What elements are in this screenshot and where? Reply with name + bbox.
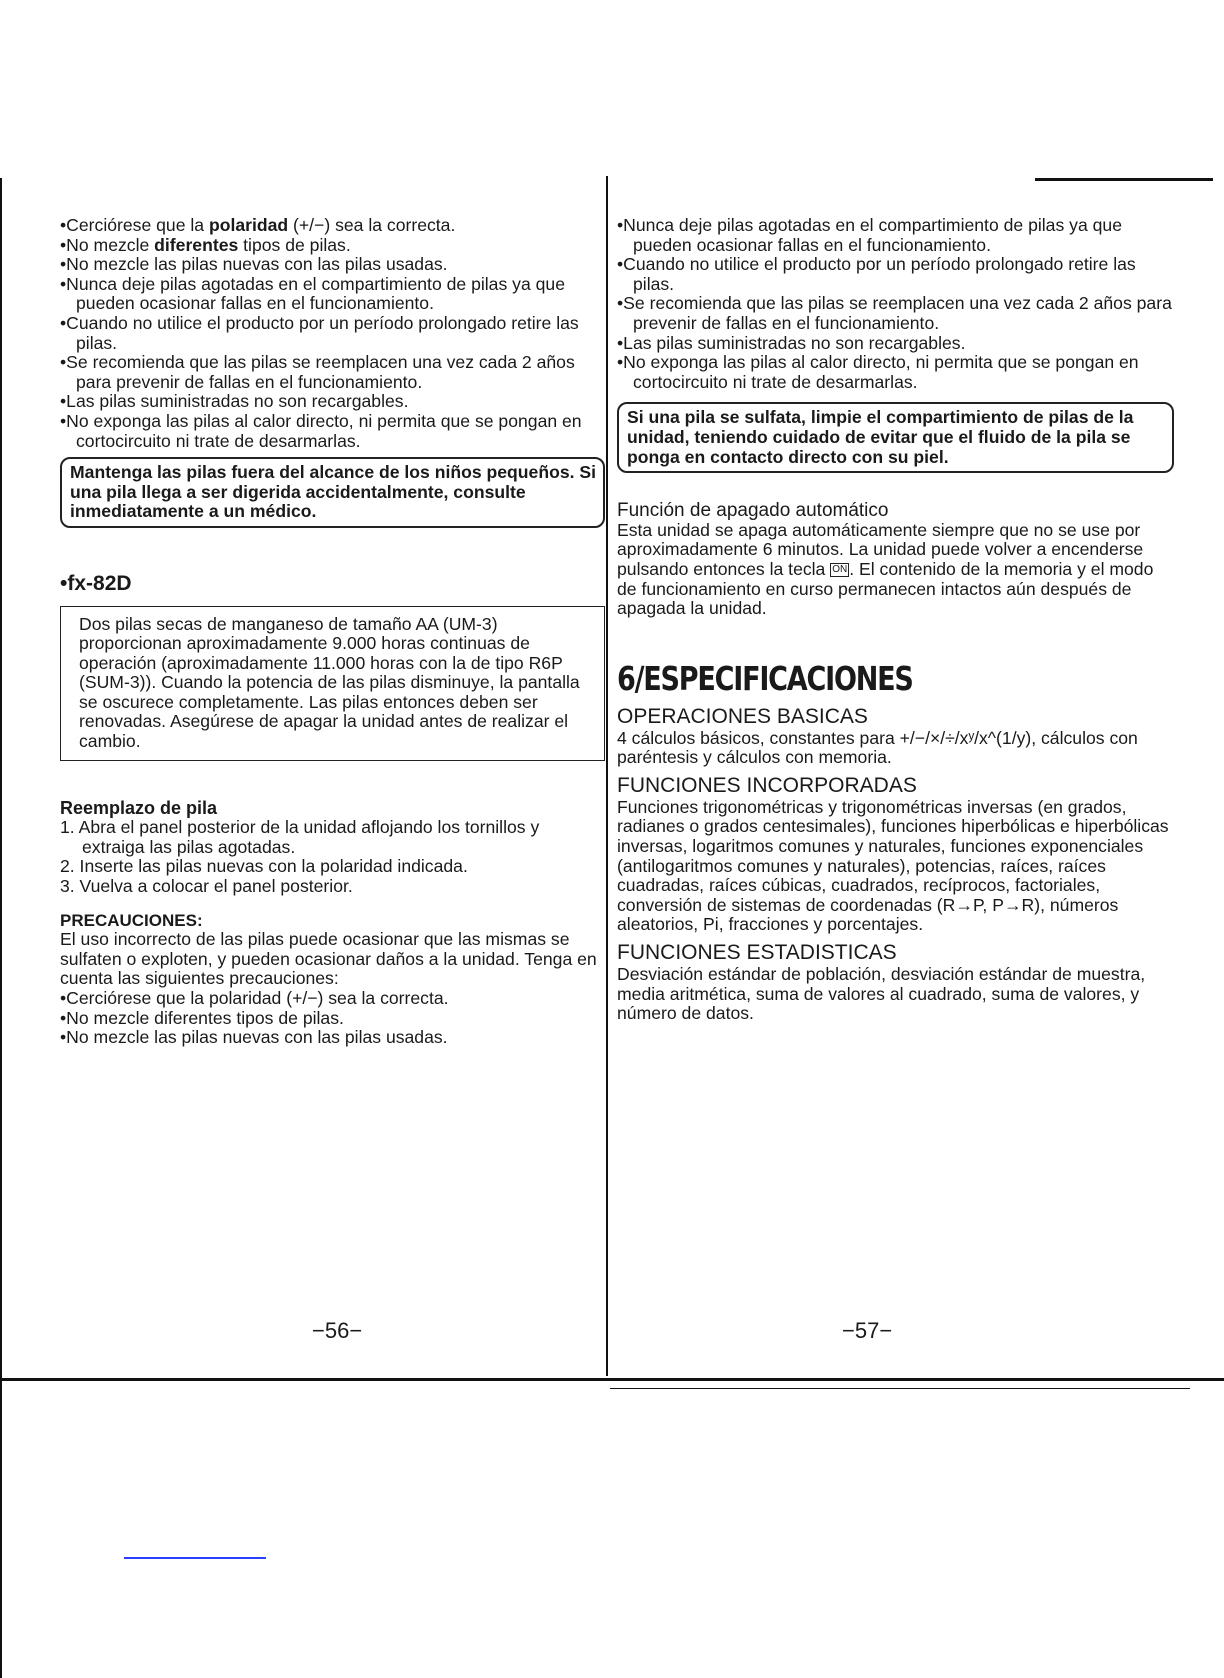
- list-item: •No mezcle diferentes tipos de pilas.: [60, 234, 351, 255]
- list-item: •Se recomienda que las pilas se reemplacen una vez cada 2 años para prevenir de fallas en el funcionamiento.: [617, 293, 1172, 333]
- list-item: •Cuando no utilice el producto por un período prolongado retire las pilas.: [60, 312, 579, 353]
- step-item: 1. Abra el panel posterior de la unidad aflojando los tornillos y extraiga las pilas agotadas.: [60, 817, 540, 857]
- list-item: •No mezcle diferentes tipos de pilas.: [60, 1007, 344, 1028]
- auto-off-heading: Función de apagado automático: [617, 500, 889, 522]
- left-page: [60, 216, 605, 1048]
- step-item: 2. Inserte las pilas nuevas con la polaridad indicada.: [60, 856, 468, 877]
- list-item: •Las pilas suministradas no son recargables.: [617, 332, 966, 353]
- page-number-right: −57−: [842, 1318, 893, 1343]
- on-key-icon: ON: [832, 564, 848, 576]
- blue-underline: [124, 1557, 266, 1559]
- leak-warning: Si una pila se sulfata, limpie el compartimiento de pilas de la unidad, teniendo cuidado de evitar que el fluido de la pila se ponga en contacto directo con su piel.: [617, 402, 1174, 473]
- list-item: •No exponga las pilas al calor directo, ni permita que se pongan en cortocircuito ni trate de desarmarlas.: [60, 410, 582, 451]
- basic-ops-heading: OPERACIONES BASICAS: [617, 704, 868, 728]
- builtin-text: Funciones trigonométricas y trigonométricas inversas (en grados, radianes o grados centesimales), funciones hiperbólicas e hiperbólicas inversas, logaritmos comunes y naturales, funciones exponenciales (antilogaritmos comunes y naturales), potencias, raíces, raíces cuadradas, raíces cúbicas, cuadrados, recíprocos, factoriales, conversión de sistemas de coordenadas (R→P, P→R), números aleatorios, Pi, fracciones y porcentajes.: [617, 796, 1169, 935]
- top-rule-right: [1035, 178, 1213, 181]
- replace-heading: Reemplazo de pila: [60, 797, 218, 818]
- list-item: •No mezcle las pilas nuevas con las pilas usadas.: [60, 1027, 448, 1048]
- list-item: •Nunca deje pilas agotadas en el compartimiento de pilas ya que pueden ocasionar fallas en el funcionamiento.: [617, 215, 1122, 255]
- stat-text: Desviación estándar de población, desviación estándar de muestra, media aritmética, suma de valores al cuadrado, suma de valores, y número de datos.: [617, 964, 1146, 1024]
- list-item: •No exponga las pilas al calor directo, ni permita que se pongan en cortocircuito ni trate de desarmarlas.: [617, 352, 1139, 392]
- battery-life-box: Dos pilas secas de manganeso de tamaño AA (UM-3) proporcionan aproximadamente 9.000 horas continuas de operación (aproximadamente 11.000 horas con la de tipo R6P (SUM-3)). Cuando la potencia de las pilas disminuye, la pantalla se oscurece completamente. Las pilas entonces deben ser renovadas. Asegúrese de apagar la unidad antes de realizar el cambio.: [60, 606, 605, 761]
- builtin-heading: FUNCIONES INCORPORADAS: [617, 773, 917, 797]
- page-number-left: −56−: [312, 1318, 363, 1343]
- precautions-heading: PRECAUCIONES:: [60, 910, 203, 930]
- specs-heading: 6/ESPECIFICACIONES: [617, 658, 913, 698]
- left-edge-line: [0, 178, 2, 1678]
- step-item: 3. Vuelva a colocar el panel posterior.: [60, 876, 353, 897]
- model-heading: •fx-82D: [60, 571, 132, 595]
- child-safety-warning: Mantenga las pilas fuera del alcance de los niños pequeños. Si una pila llega a ser digerida accidentalmente, consulte inmediatamente a un médico.: [60, 457, 605, 528]
- bottom-rule-thin: [610, 1388, 1190, 1389]
- basic-ops-text: 4 cálculos básicos, constantes para +/−/×/÷/xʸ/x^(1/y), cálculos con paréntesis y cálculos con memoria.: [617, 727, 1138, 768]
- auto-off-text: Esta unidad se apaga automáticamente siempre que no se use por aproximadamente 6 minutos. La unidad puede volver a encenderse pulsando entonces la tecla ON . El contenido de la memoria y el modo de funcionamiento en curso permanecen intactos aún después de apagada la unidad.: [617, 519, 1154, 619]
- list-item: •Las pilas suministradas no son recargables.: [60, 391, 409, 412]
- precautions-text: El uso incorrecto de las pilas puede ocasionar que las mismas se sulfaten o exploten, y pueden ocasionar daños a la unidad. Tenga en cuenta las siguientes precauciones:: [60, 929, 597, 989]
- list-item: •Cuando no utilice el producto por un período prolongado retire las pilas.: [617, 254, 1136, 294]
- list-item: •Nunca deje pilas agotadas en el compartimiento de pilas ya que pueden ocasionar fallas en el funcionamiento.: [60, 273, 565, 314]
- right-page: [617, 216, 1174, 1024]
- stat-heading: FUNCIONES ESTADISTICAS: [617, 941, 897, 965]
- center-fold-line: [606, 176, 608, 1376]
- bottom-rule: [0, 1378, 1224, 1381]
- list-item: •Cerciórese que la polaridad (+/−) sea la correcta.: [60, 988, 449, 1008]
- list-item: •Se recomienda que las pilas se reemplacen una vez cada 2 años para prevenir de fallas en el funcionamiento.: [60, 352, 575, 392]
- list-item: •Cerciórese que la polaridad (+/−) sea la correcta.: [60, 215, 456, 235]
- list-item: •No mezcle las pilas nuevas con las pilas usadas.: [60, 254, 448, 275]
